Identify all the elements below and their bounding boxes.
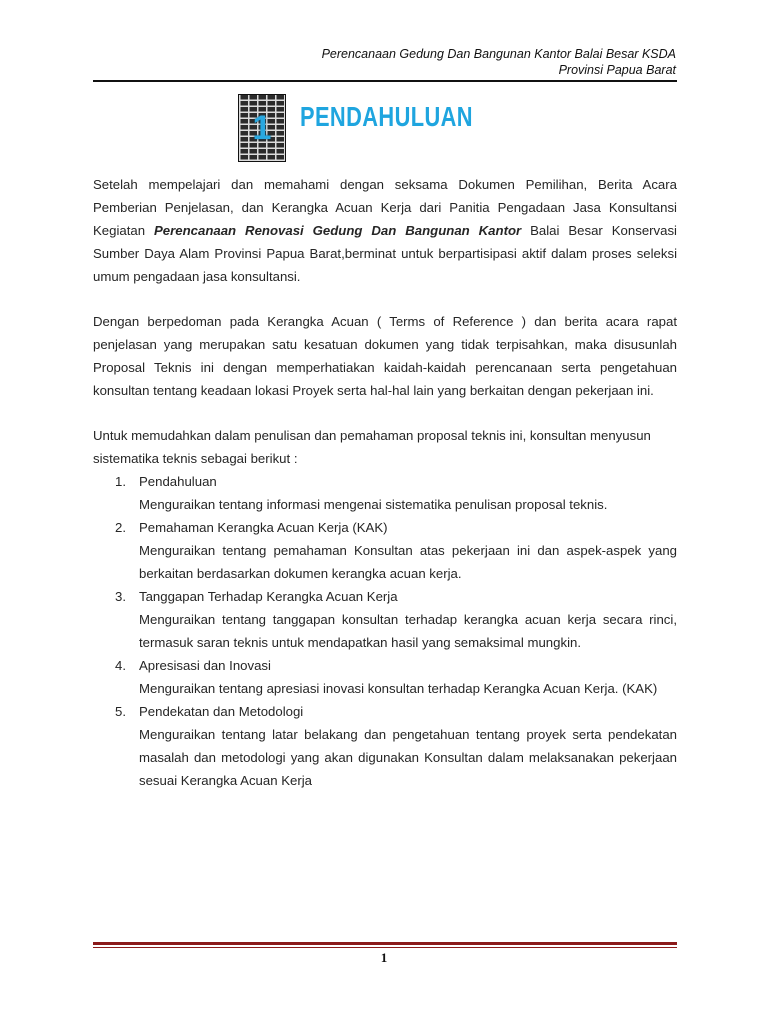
paragraph-1-emphasis: Perencanaan Renovasi Gedung Dan Bangunan Kantor xyxy=(154,223,522,238)
list-item-description: Menguraikan tentang apresiasi inovasi konsultan terhadap Kerangka Acuan Kerja. (KAK) xyxy=(139,681,658,696)
page-number: 1 xyxy=(380,950,388,965)
list-item-number: 2. xyxy=(115,520,126,535)
paragraph-2: Dengan berpedoman pada Kerangka Acuan ( Terms of Reference ) dan berita acara rapat penjelasan yang merupakan satu kesatuan dokumen yang tidak terpisahkan, maka disusunlah Proposal Teknis ini dengan memperhatiakan kaidah-kaidah perencanaan serta pengetahuan konsultan tentang keadaan lokasi Proyek serta hal-hal lain yang berkaitan dengan pekerjaan ini. xyxy=(93,314,677,398)
list-item-title: Pemahaman Kerangka Acuan Kerja (KAK) xyxy=(139,520,388,535)
list-intro: Untuk memudahkan dalam penulisan dan pemahaman proposal teknis ini, konsultan menyusun sistematika teknis sebagai berikut : xyxy=(93,428,651,466)
chapter-title: PENDAHULUAN xyxy=(300,101,473,132)
list-item-description: Menguraikan tentang latar belakang dan pengetahuan tentang proyek serta pendekatan masalah dan metodologi yang akan digunakan Konsultan dalam melaksanakan pekerjaan sesuai Kerangka Acuan Kerja xyxy=(139,727,677,788)
header-divider xyxy=(93,80,677,82)
list-item-description: Menguraikan tentang informasi mengenai sistematika penulisan proposal teknis. xyxy=(139,497,608,512)
paragraph-1 xyxy=(93,173,677,288)
chapter-heading xyxy=(238,94,522,162)
footer-divider-thick xyxy=(93,942,677,945)
list-item-title: Pendahuluan xyxy=(139,474,217,489)
list-item-title: Apresisasi dan Inovasi xyxy=(139,658,271,673)
brick-chapter-icon xyxy=(238,94,286,162)
list-item xyxy=(93,654,677,700)
paragraph-1-text-b: Balai Besar Konservasi Sumber Daya Alam Provinsi Papua Barat,berminat untuk berpartisipasi aktif dalam proses seleksi umum pengadaan jasa konsultansi. xyxy=(93,223,677,284)
list-item-description: Menguraikan tentang pemahaman Konsultan atas pekerjaan ini dan aspek-aspek yang berkaitan berdasarkan dokumen kerangka acuan kerja. xyxy=(139,543,677,581)
list-item xyxy=(93,470,677,516)
list-item-number: 1. xyxy=(115,474,126,489)
list-item-description: Menguraikan tentang tanggapan konsultan terhadap kerangka acuan kerja secara rinci, termasuk saran teknis untuk mendapatkan hasil yang semaksimal mungkin. xyxy=(139,612,677,650)
list-item-number: 4. xyxy=(115,658,126,673)
footer-divider-thin xyxy=(93,947,677,948)
list-item-number: 5. xyxy=(115,704,126,719)
sistematika-list xyxy=(93,470,677,792)
chapter-number: 1 xyxy=(252,109,272,147)
header-title: Perencanaan Gedung Dan Bangunan Kantor Balai Besar KSDA xyxy=(321,47,676,61)
document-body xyxy=(93,173,677,792)
list-item-number: 3. xyxy=(115,589,126,604)
list-item xyxy=(93,700,677,792)
header-subtitle: Provinsi Papua Barat xyxy=(558,63,676,77)
list-item-title: Pendekatan dan Metodologi xyxy=(139,704,304,719)
list-item xyxy=(93,516,677,585)
list-item-title: Tanggapan Terhadap Kerangka Acuan Kerja xyxy=(139,589,398,604)
paragraph-1-text-a: Setelah mempelajari dan memahami dengan seksama Dokumen Pemilihan, Berita Acara Pemberian Penjelasan, dan Kerangka Acuan Kerja dari Panitia Pengadaan Jasa Konsultansi Kegiatan xyxy=(93,177,677,238)
list-item xyxy=(93,585,677,654)
running-header xyxy=(92,46,676,78)
